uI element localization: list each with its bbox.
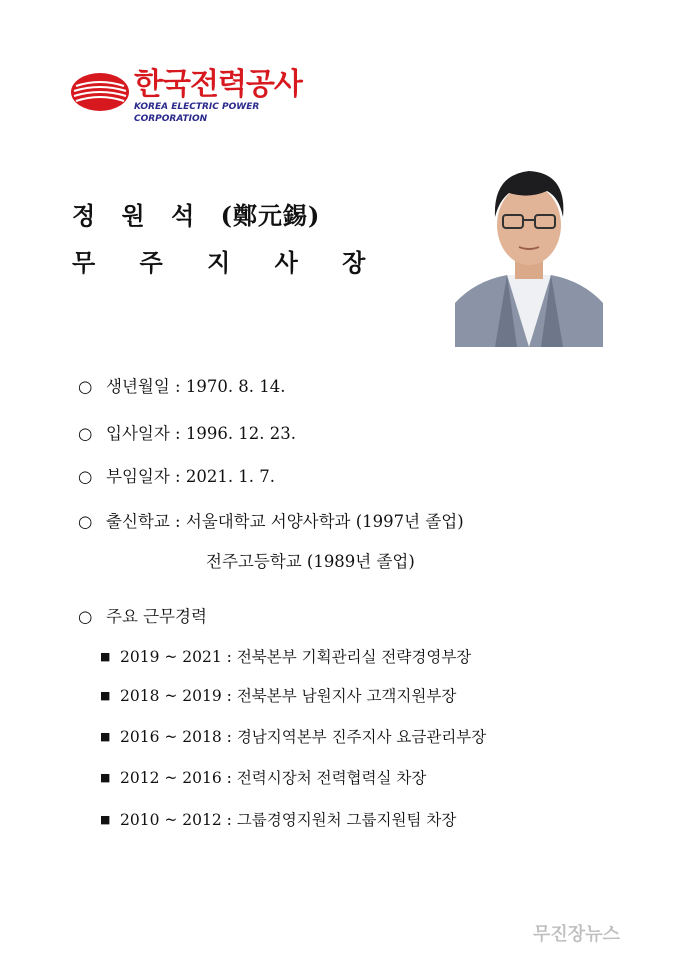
person-name xyxy=(72,196,320,231)
circle-bullet-icon: ○ xyxy=(78,377,93,396)
career-item: ■ 2010 ~ 2012 : 그룹경영지원처 그룹지원팀 차장 xyxy=(100,811,457,829)
portrait-photo xyxy=(455,153,603,347)
square-bullet-icon: ■ xyxy=(100,813,111,826)
career-heading-text: 주요 근무경력 xyxy=(106,607,207,626)
education-highschool: 전주고등학교 (1989년 졸업) xyxy=(206,552,415,571)
circle-bullet-icon: ○ xyxy=(78,424,93,443)
info-label: 출신학교 xyxy=(106,512,170,531)
info-value: 1996. 12. 23. xyxy=(185,424,297,443)
career-heading xyxy=(78,603,207,627)
square-bullet-icon: ■ xyxy=(100,730,111,743)
info-value: 2021. 1. 7. xyxy=(185,467,276,486)
kepco-logo xyxy=(70,67,330,124)
career-desc: 전북본부 기획관리실 전략경영부장 xyxy=(236,648,472,666)
news-watermark: 무진장뉴스 xyxy=(533,924,620,945)
info-label: 입사일자 xyxy=(106,424,170,443)
info-label: 생년월일 xyxy=(106,377,170,396)
circle-bullet-icon: ○ xyxy=(78,467,93,486)
position-title: 무 주 지 사 장 xyxy=(72,248,384,277)
career-period: 2010 ~ 2012 xyxy=(120,811,222,829)
name-hanja: (鄭元錫) xyxy=(220,201,321,230)
career-desc: 그룹경영지원처 그룹지원팀 차장 xyxy=(236,811,457,829)
name-korean: 정 원 석 xyxy=(72,201,204,230)
circle-bullet-icon: ○ xyxy=(78,512,93,531)
career-item: ■ 2012 ~ 2016 : 전력시장처 전력협력실 차장 xyxy=(100,769,427,787)
info-birthdate: ○ 생년월일 : 1970. 8. 14. xyxy=(78,377,286,396)
career-period: 2018 ~ 2019 xyxy=(120,687,222,705)
info-education-extra xyxy=(78,548,415,572)
info-appointment-date: ○ 부임일자 : 2021. 1. 7. xyxy=(78,467,276,486)
career-item: ■ 2016 ~ 2018 : 경남지역본부 진주지사 요금관리부장 xyxy=(100,728,487,746)
logo-english-text: KOREA ELECTRIC POWER CORPORATION xyxy=(134,102,260,124)
square-bullet-icon: ■ xyxy=(100,650,111,663)
career-period: 2019 ~ 2021 xyxy=(120,648,222,666)
square-bullet-icon: ■ xyxy=(100,689,111,702)
career-desc: 전북본부 남원지사 고객지원부장 xyxy=(236,687,457,705)
circle-bullet-icon: ○ xyxy=(78,607,93,626)
square-bullet-icon: ■ xyxy=(100,771,111,784)
info-value: 서울대학교 서양사학과 (1997년 졸업) xyxy=(185,512,464,531)
career-item: ■ 2019 ~ 2021 : 전북본부 기획관리실 전략경영부장 xyxy=(100,648,472,666)
info-label: 부임일자 xyxy=(106,467,170,486)
logo-korean-text: 한국전력공사 xyxy=(134,67,302,102)
career-desc: 전력시장처 전력협력실 차장 xyxy=(236,769,427,787)
kepco-swirl-icon xyxy=(70,72,130,112)
info-education: ○ 출신학교 : 서울대학교 서양사학과 (1997년 졸업) xyxy=(78,512,464,531)
info-hire-date: ○ 입사일자 : 1996. 12. 23. xyxy=(78,424,297,443)
career-period: 2016 ~ 2018 xyxy=(120,728,222,746)
info-value: 1970. 8. 14. xyxy=(185,377,286,396)
career-period: 2012 ~ 2016 xyxy=(120,769,222,787)
career-desc: 경남지역본부 진주지사 요금관리부장 xyxy=(236,728,487,746)
career-item: ■ 2018 ~ 2019 : 전북본부 남원지사 고객지원부장 xyxy=(100,687,457,705)
